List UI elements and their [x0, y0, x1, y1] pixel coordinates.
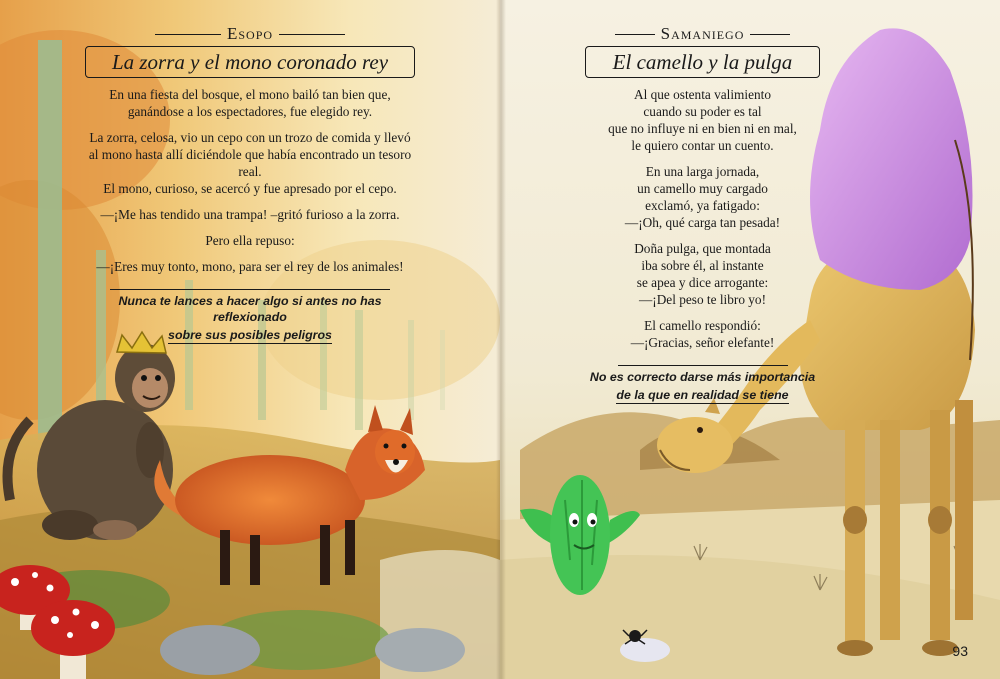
- stanza: [585, 163, 820, 231]
- fable-text-right: [585, 24, 820, 404]
- text-line: La zorra, celosa, vio un cepo con un trozo de comida y llevó: [89, 130, 411, 145]
- verse-line: —¡Gracias, señor elefante!: [630, 335, 775, 350]
- paragraph: [85, 232, 415, 249]
- stanza: [585, 240, 820, 308]
- verse-line: le quiero contar un cuento.: [631, 138, 774, 153]
- verse-line: exclamó, ya fatigado:: [645, 198, 760, 213]
- verse-line: un camello muy cargado: [637, 181, 768, 196]
- stanza: [585, 86, 820, 154]
- text-line: El mono, curioso, se acercó y fue apresado por el cepo.: [103, 181, 397, 196]
- author-name: Esopo: [226, 24, 274, 43]
- moral-line: No es correcto darse más importancia: [589, 370, 816, 384]
- moral-line: Nunca te lances a hacer algo si antes no has reflexionado: [118, 294, 382, 324]
- author-rule-right: [750, 34, 790, 35]
- verse-line: se apea y dice arrogante:: [636, 275, 769, 290]
- book-gutter: [496, 0, 506, 679]
- verse-line: iba sobre él, al instante: [641, 258, 764, 273]
- author-rule-left: [155, 34, 221, 35]
- paragraph: [85, 86, 415, 120]
- moral-rule-top: [110, 289, 390, 290]
- moral-block: [585, 365, 820, 404]
- paragraph: [85, 206, 415, 223]
- verse-line: que no influye ni en bien ni en mal,: [608, 121, 797, 136]
- text-line: al mono hasta allí diciéndole que había encontrado un tesoro real.: [88, 147, 412, 179]
- verse-line: —¡Oh, qué carga tan pesada!: [624, 215, 781, 230]
- fable-title: La zorra y el mono coronado rey: [85, 46, 415, 78]
- text-line: —¡Me has tendido una trampa! –gritó furioso a la zorra.: [100, 207, 400, 222]
- paragraph: [85, 129, 415, 197]
- verse-line: —¡Del peso te libro yo!: [638, 292, 767, 307]
- moral-rule-top: [618, 365, 788, 366]
- right-page: [500, 0, 1000, 679]
- author-heading: [585, 24, 820, 44]
- text-line: Pero ella repuso:: [205, 233, 295, 248]
- text-line: —¡Eres muy tonto, mono, para ser el rey de los animales!: [96, 259, 404, 274]
- moral-line: de la que en realidad se tiene: [616, 388, 789, 402]
- text-line: En una fiesta del bosque, el mono bailó tan bien que,: [109, 87, 391, 102]
- fable-title: El camello y la pulga: [585, 46, 820, 78]
- page-number: 93: [952, 643, 968, 659]
- verse-line: El camello respondió:: [644, 318, 761, 333]
- moral-block: [85, 289, 415, 344]
- stanza: [585, 317, 820, 351]
- author-heading: [85, 24, 415, 44]
- paragraph: [85, 258, 415, 275]
- verse-line: Doña pulga, que montada: [634, 241, 771, 256]
- author-name: Samaniego: [660, 24, 745, 43]
- text-line: ganándose a los espectadores, fue elegido rey.: [127, 104, 373, 119]
- verse-line: cuando su poder es tal: [643, 104, 762, 119]
- verse-line: Al que ostenta valimiento: [633, 87, 771, 102]
- verse-line: En una larga jornada,: [645, 164, 760, 179]
- fable-text-left: [85, 24, 415, 344]
- moral-line: sobre sus posibles peligros: [168, 328, 332, 342]
- author-rule-right: [279, 34, 345, 35]
- author-rule-left: [615, 34, 655, 35]
